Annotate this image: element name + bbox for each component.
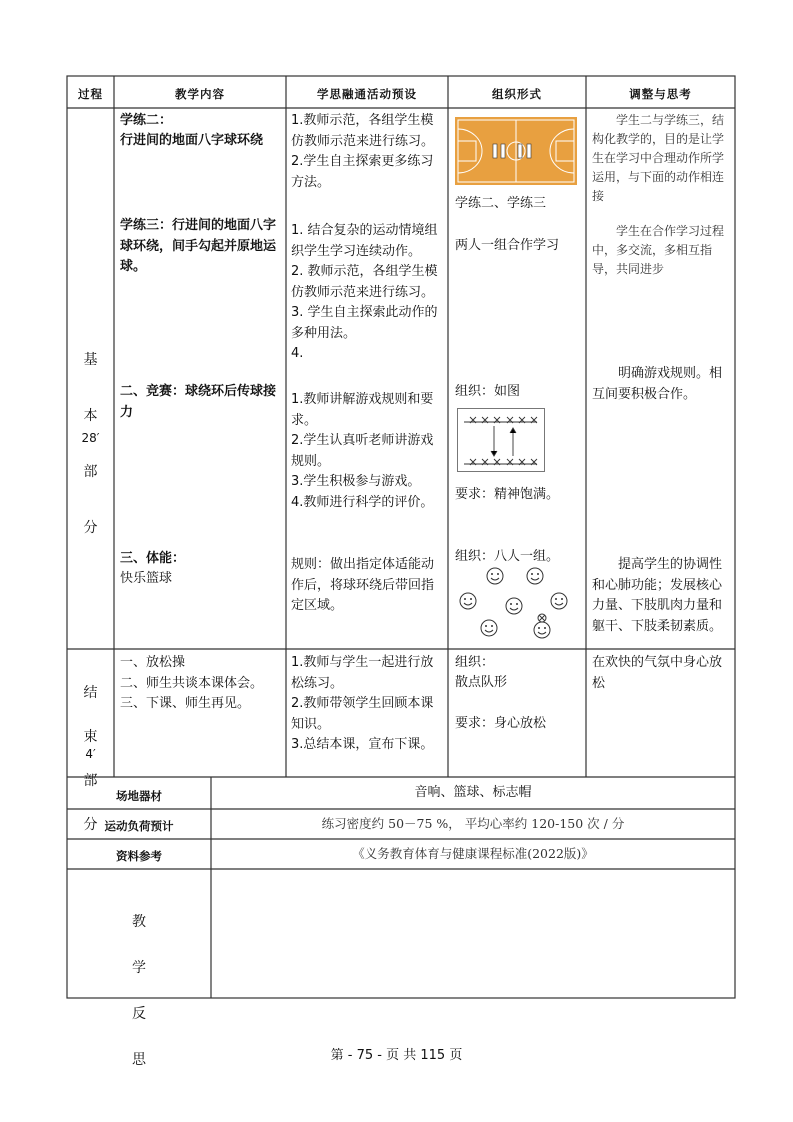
content-drill-two-title: 学练二： — [120, 113, 173, 128]
equipment-value: 音响、篮球、标志帽 — [414, 785, 532, 800]
adjust-fitness: 提高学生的协调性和心肺功能；发展核心力量、下肢肌肉力量和躯干、下肢柔韧素质。 — [592, 557, 723, 634]
adjust-drills: 学生二与学练三，结构化教学的，目的是让学生在学习中合理动作所学运用，与下面的动作相连接 — [592, 113, 725, 203]
header-process: 过程 — [78, 87, 103, 101]
reflection-label-char: 反 — [132, 1006, 146, 1022]
activity-drill-two: 1.教师示范，各组学生模仿教师示范来进行练习。 2.学生自主探索更多练习方法。 — [291, 113, 435, 190]
header-organization: 组织形式 — [492, 87, 542, 101]
header-content: 教学内容 — [175, 87, 225, 101]
page-number: 第 - 75 - 页 共 115 页 — [330, 1048, 463, 1063]
ending-label-char: 分 — [83, 817, 98, 833]
load-value: 练习密度约 50－75 %， 平均心率约 120-150 次 / 分 — [321, 816, 625, 831]
content-competition: 二、竞赛：球绕环后传球接力 — [120, 384, 277, 420]
reflection-label-char: 教 — [132, 914, 146, 930]
basketball-court-diagram — [455, 117, 577, 185]
ending-activity: 1.教师与学生一起进行放松练习。 2.教师带领学生回顾本课知识。 3.总结本课，宣布下课。 — [291, 655, 434, 752]
activity-drill-three: 1. 结合复杂的运动情境组织学生学习连续动作。 2. 教师示范，各组学生模仿教师示范来进行练习。 3. 学生自主探索此动作的多种用法。 4. — [291, 223, 438, 361]
header-activity: 学思融通活动预设 — [317, 87, 417, 101]
ending-label-char: 束 — [83, 729, 98, 745]
activity-fitness: 规则：做出指定体适能动作后，将球环绕后带回指定区域。 — [291, 557, 435, 613]
load-label: 运动负荷预计 — [104, 819, 174, 833]
ending-org-requirement: 要求：身心放松 — [455, 716, 547, 731]
ending-content: 一、放松操 二、师生共谈本课体会。 三、下课、师生再见。 — [120, 655, 264, 711]
equipment-label: 场地器材 — [116, 789, 162, 803]
ending-org-value: 散点队形 — [455, 675, 508, 690]
reflection-area — [211, 870, 735, 998]
basic-label-char: 部 — [83, 464, 98, 480]
content-fitness-title: 三、体能： — [120, 551, 186, 566]
reference-label: 资料参考 — [116, 849, 162, 863]
content-drill-two-body: 行进间的地面八字球环绕 — [120, 133, 264, 148]
ending-label-char: 部 — [83, 773, 98, 789]
reflection-label-char: 思 — [132, 1052, 146, 1068]
content-drill-three: 学练三：行进间的地面八字球环绕，间手勾起并原地运球。 — [120, 218, 277, 274]
ending-label-char: 结 — [83, 685, 98, 701]
basic-label-char: 分 — [83, 520, 98, 536]
adjust-cooperation: 学生在合作学习过程中，多交流，多相互指导，共同进步 — [592, 224, 725, 276]
basic-time: 28′ — [81, 431, 100, 445]
adjust-rules: 明确游戏规则。相互间要积极合作。 — [592, 366, 723, 402]
basic-label-char: 基 — [83, 352, 98, 368]
basic-label-char: 本 — [83, 408, 98, 424]
activity-competition: 1.教师讲解游戏规则和要求。 2.学生认真听老师讲游戏规则。 3.学生积极参与游戏。 4.教师进行科学的评价。 — [291, 392, 434, 510]
org-requirement: 要求：精神饱满。 — [455, 487, 560, 502]
org-competition: 组织：如图 — [455, 384, 521, 399]
reference-value: 《义务教育体育与健康课程标准(2022版)》 — [352, 846, 594, 861]
reflection-label — [67, 888, 211, 1095]
header-adjust: 调整与思考 — [629, 87, 692, 101]
relay-formation-diagram — [457, 408, 545, 472]
org-pairs: 两人一组合作学习 — [455, 238, 560, 253]
org-drills: 学练二、学练三 — [455, 196, 547, 211]
ending-adjust: 在欢快的气氛中身心放松 — [592, 655, 723, 691]
ending-time: 4′ — [85, 747, 96, 761]
content-fitness-body: 快乐篮球 — [120, 571, 173, 586]
reflection-label-char: 学 — [132, 960, 146, 976]
ending-org-label: 组织： — [455, 655, 495, 670]
org-fitness: 组织：八人一组。 — [455, 549, 560, 564]
smiley-formation-diagram — [457, 566, 573, 640]
